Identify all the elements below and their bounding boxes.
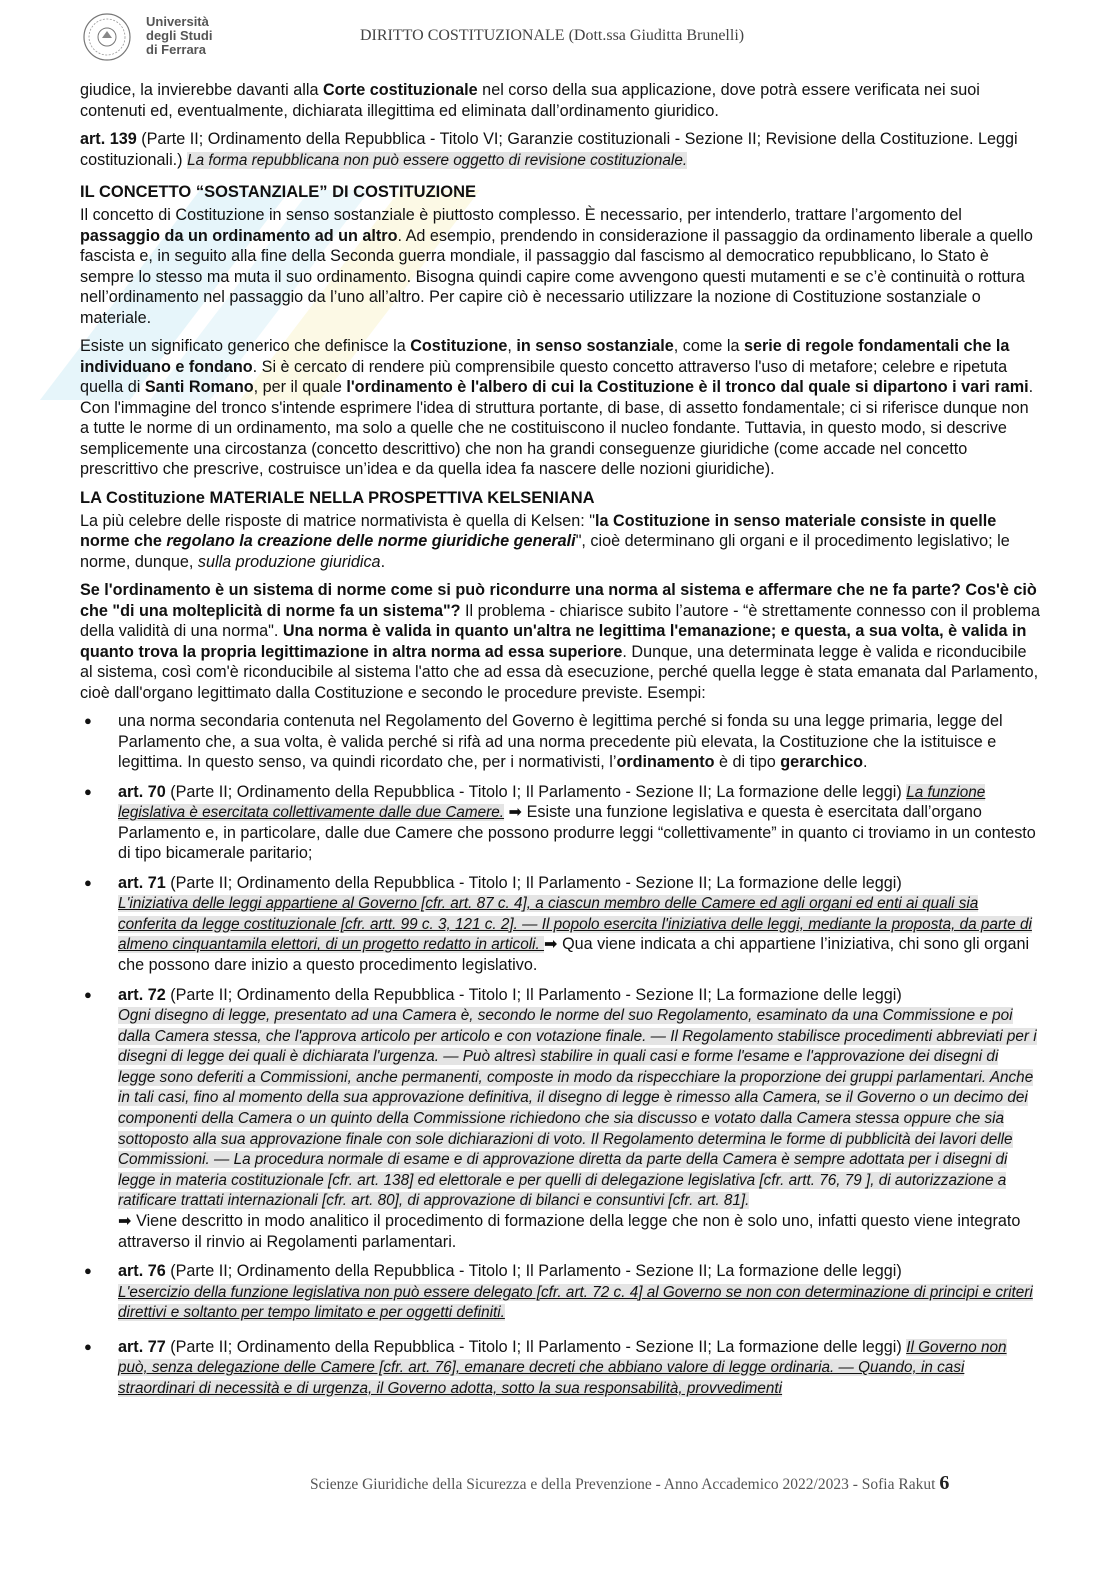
document-title: DIRITTO COSTITUZIONALE (Dott.ssa Giuditta Brunelli) (360, 27, 745, 44)
arrow-right-icon: ➡ (504, 803, 527, 822)
section-heading-sostanziale: IL CONCETTO “SOSTANZIALE” DI COSTITUZIONE (80, 183, 477, 202)
paragraph-corte: giudice, la invierebbe davanti alla Corte costituzionale nel corso della sua applicazione, dove potrà essere verificata nei suoi contenuti ed, eventualmente, dichiarata illegittima ed eliminata dall’ordinamento giuridico. (80, 81, 980, 120)
page-header (0, 0, 1118, 75)
arrow-right-icon: ➡ (118, 1212, 137, 1230)
section-heading-kelsen: LA Costituzione MATERIALE NELLA PROSPETTIVA KELSENIANA (80, 488, 595, 507)
article-quote: Il Governo non può, senza delegazione delle Camere [cfr. art. 76], emanare decreti che abbiano valore di legge ordinaria. — Quando, in casi straordinari di necessità e di urgenza, il Governo adotta, sotto la sua responsabilità, provvedimenti (118, 1338, 1007, 1397)
paragraph-sistema: Se l'ordinamento è un sistema di norme come si può ricondurre una norma al sistema e affermare che ne fa parte? Cos'è ciò che "di una molteplicità di norme fa un sistema"? Il problema - chiarisce subito l’autore - “è strettamente connesso con il problema della validità di una norma". Una norma è valida in quanto un'altra ne legittima l'emanazione; e questa, a sua volta, è valida in quanto trova la propria legittimazione in altra norma ad essa superiore. Dunque, una determinata legge è valida e riconducibile al sistema, così com'è riconducibile al sistema l'atto che ad essa dà esecuzione, perché quella legge è stata emanata dal Parlamento, cioè dall'organo legittimato dalla Costituzione e secondo le procedure previste. Esempi: (80, 581, 1040, 702)
article-139: art. 139 (Parte II; Ordinamento della Repubblica - Titolo VI; Garanzie costituzionali - Sezione II; Revisione della Costituzione. Leggi costituzionali.) La forma repubblicana non può essere oggetto di revisione costituzionale. (80, 130, 1018, 169)
arrow-right-icon: ➡ (544, 935, 563, 954)
university-seal-icon (82, 12, 132, 62)
article-quote: Ogni disegno di legge, presentato ad una Camera è, secondo le norme del suo Regolamento, esaminato da una Commissione e poi dalla Camera stessa, che l'approva articolo per articolo e con votazione finale. — Il Regolamento stabilisce procedimenti abbreviati per i disegni di legge dei quali è dichiarata l'urgenza. — Può altresì stabilire in quali casi e forme l'esame e l'approvazione dei disegni di legge sono deferiti a Commissioni, anche permanenti, composte in modo da rispecchiare la proporzione dei gruppi parlamentari. Anche in tali casi, fino al momento della sua approvazione definitiva, il disegno di legge è rimesso alla Camera, se il Governo o un decimo dei componenti della Camera o un quinto della Commissione richiedono che sia discusso e votato dalla Camera stessa oppure che sia sottoposto alla sua approvazione finale con sole dichiarazioni di voto. Il Regolamento determina le forme di pubblicità dei lavori delle Commissioni. — La procedura normale di esame e di approvazione diretta da parte della Camera è sempre adottata per i disegni di legge in materia costituzionale [cfr. art. 138] ed elettorale e per quelli di delegazione legislativa [cfr. artt. 76, 79 ], di autorizzazione a ratificare trattati internazionali [cfr. art. 80], di approvazione di bilanci e consuntivi [cfr. art. 81]. (118, 1007, 1037, 1210)
article-quote: L'esercizio della funzione legislativa non può essere delegato [cfr. art. 72 c. 4] al Governo se non con determinazione di principi e criteri direttivi e soltanto per tempo limitato e per oggetti definiti. (118, 1283, 1033, 1322)
list-item: ● art. 76 (Parte II; Ordinamento della Repubblica - Titolo I; Il Parlamento - Sezione II; La formazione delle leggi) L'esercizio della funzione legislativa non può essere delegato [cfr. art. 72 c. 4] al Governo se non con determinazione di principi e criteri direttivi e soltanto per tempo limitato e per oggetti definiti. (80, 1261, 1040, 1323)
list-item: ● art. 71 (Parte II; Ordinamento della Repubblica - Titolo I; Il Parlamento - Sezione II; La formazione delle leggi) L'iniziativa delle leggi appartiene al Governo [cfr. art. 87 c. 4], a ciascun membro delle Camere ed agli organi ed enti ai quali sia conferita da legge costituzionale [cfr. artt. 99 c. 3, 121 c. 2]. — Il popolo esercita l'iniziativa delle leggi, mediante la proposta, da parte di almeno cinquantamila elettori, di un progetto redatto in articoli. ➡ Qua viene indicata a chi appartiene l’iniziativa, chi sono gli organi che possono dare inizio a questo procedimento legislativo. (80, 873, 1040, 976)
list-item: ● art. 72 (Parte II; Ordinamento della Repubblica - Titolo I; Il Parlamento - Sezione II; La formazione delle leggi) Ogni disegno di legge, presentato ad una Camera è, secondo le norme del suo Regolamento, esaminato da una Commissione e poi dalla Camera stessa, che l'approva articolo per articolo e con votazione finale. — Il Regolamento stabilisce procedimenti abbreviati per i disegni di legge dei quali è dichiarata l'urgenza. — Può altresì stabilire in quali casi e forme l'esame e l'approvazione dei disegni di legge sono deferiti a Commissioni, anche permanenti, composte in modo da rispecchiare la proporzione dei gruppi parlamentari. Anche in tali casi, fino al momento della sua approvazione definitiva, il disegno di legge è rimesso alla Camera, se il Governo o un decimo dei componenti della Camera o un quinto della Commissione richiedono che sia discusso e votato dalla Camera stessa oppure che sia sottoposto alla sua approvazione finale con sole dichiarazioni di voto. Il Regolamento determina le forme di pubblicità dei lavori delle Commissioni. — La procedura normale di esame e di approvazione diretta da parte della Camera è sempre adottata per i disegni di legge in materia costituzionale [cfr. art. 138] ed elettorale e per quelli di delegazione legislativa [cfr. artt. 76, 79 ], di autorizzazione a ratificare trattati internazionali [cfr. art. 80], di approvazione di bilanci e consuntivi [cfr. art. 81]. ➡ Viene descritto in modo analitico il procedimento di formazione della legge che non è solo uno, infatti questo viene integrato attraverso il rinvio ai Regolamenti parlamentari. (80, 985, 1040, 1252)
paragraph-concetto: Il concetto di Costituzione in senso sostanziale è piuttosto complesso. È necessario, per intenderlo, trattare l’argomento del passaggio da un ordinamento ad un altro. Ad esempio, prendendo in considerazione il passaggio da ordinamento liberale a quello fascista e, in seguito alla fine della Seconda guerra mondiale, il passaggio dal fascismo al democratico repubblicano, lo Stato è sempre lo stesso ma muta il suo ordinamento. Bisogna quindi capire come avvengono questi mutamenti e se c’è continuità o rottura nell’ordinamento nel passaggio da l’uno all’altro. Per capire ciò è necessario utilizzare la nozione di Costituzione sostanziale o materiale. (80, 206, 1033, 327)
list-item: ● art. 77 (Parte II; Ordinamento della Repubblica - Titolo I; Il Parlamento - Sezione II; La formazione delle leggi) Il Governo non può, senza delegazione delle Camere [cfr. art. 76], emanare decreti che abbiano valore di legge ordinaria. — Quando, in casi straordinari di necessità e di urgenza, il Governo adotta, sotto la sua responsabilità, provvedimenti (80, 1337, 1040, 1399)
article-quote: L'iniziativa delle leggi appartiene al Governo [cfr. art. 87 c. 4], a ciascun membro delle Camere ed agli organi ed enti ai quali sia conferita da legge costituzionale [cfr. artt. 99 c. 3, 121 c. 2]. — Il popolo esercita l'iniziativa delle leggi, mediante la proposta, da parte di almeno cinquantamila elettori, di un progetto redatto in articoli. (118, 895, 1032, 954)
article-quote: La funzione legislativa è esercitata collettivamente dalle due Camere. (118, 783, 986, 822)
list-item: ● una norma secondaria contenuta nel Regolamento del Governo è legittima perché si fonda su una legge primaria, legge del Parlamento che, a sua volta, è valida perché si rifà ad una norma precedente più elevata, la Costituzione che la istituisce e legittima. In questo senso, va quindi ricordato che, per i normativisti, l’ordinamento è di tipo gerarchico. (80, 711, 1040, 773)
page-number: 6 (939, 1472, 950, 1494)
university-logo (82, 12, 232, 62)
page-footer: Scienze Giuridiche della Sicurezza e della Prevenzione - Anno Accademico 2022/2023 - Sofia Rakut 6 (310, 1472, 950, 1494)
university-name: Università degli Studi di Ferrara (146, 14, 213, 57)
paragraph-kelsen: La più celebre delle risposte di matrice normativista è quella di Kelsen: "la Costituzione in senso materiale consiste in quelle norme che regolano la creazione delle norme giuridiche generali", cioè determinano gli organi e il procedimento legislativo; le norme, dunque, sulla produzione giuridica. (80, 511, 1010, 571)
examples-list (80, 711, 1040, 1398)
paragraph-significato: Esiste un significato generico che definisce la Costituzione, in senso sostanziale, come la serie di regole fondamentali che la individuano e fondano. Si è cercato di rendere più comprensibile questo concetto attraverso l'uso di metafore; celebre e ripetuta quella di Santi Romano, per il quale l'ordinamento è l'albero di cui la Costituzione è il tronco dal quale si dipartono i vari rami. Con l'immagine del tronco s'intende esprimere l'idea di struttura portante, di base, di assetto fondamentale; ci si riferisce dunque non a tutte le norme di un ordinamento, ma solo a quelle che ne costituiscono il nucleo fondante. Tuttavia, in questo modo, si descrive semplicemente una circostanza (concetto descrittivo) che non ha grandi conseguenze giuridiche (come accade nel concetto prescrittivo che prescrive, costruisce un’idea e da quella idea fa nascere delle nozioni giuridiche). (80, 337, 1034, 479)
page-body (80, 80, 1040, 1407)
list-item: ● art. 70 (Parte II; Ordinamento della Repubblica - Titolo I; Il Parlamento - Sezione II; La formazione delle leggi) La funzione legislativa è esercitata collettivamente dalle due Camere. ➡ Esiste una funzione legislativa e questa è esercitata dall’organo Parlamento e, in particolare, dalle due Camere che possono produrre leggi “collettivamente” in quanto ci troviamo in un contesto di tipo bicamerale paritario; (80, 782, 1040, 864)
article-quote: La forma repubblicana non può essere oggetto di revisione costituzionale. (187, 151, 688, 169)
